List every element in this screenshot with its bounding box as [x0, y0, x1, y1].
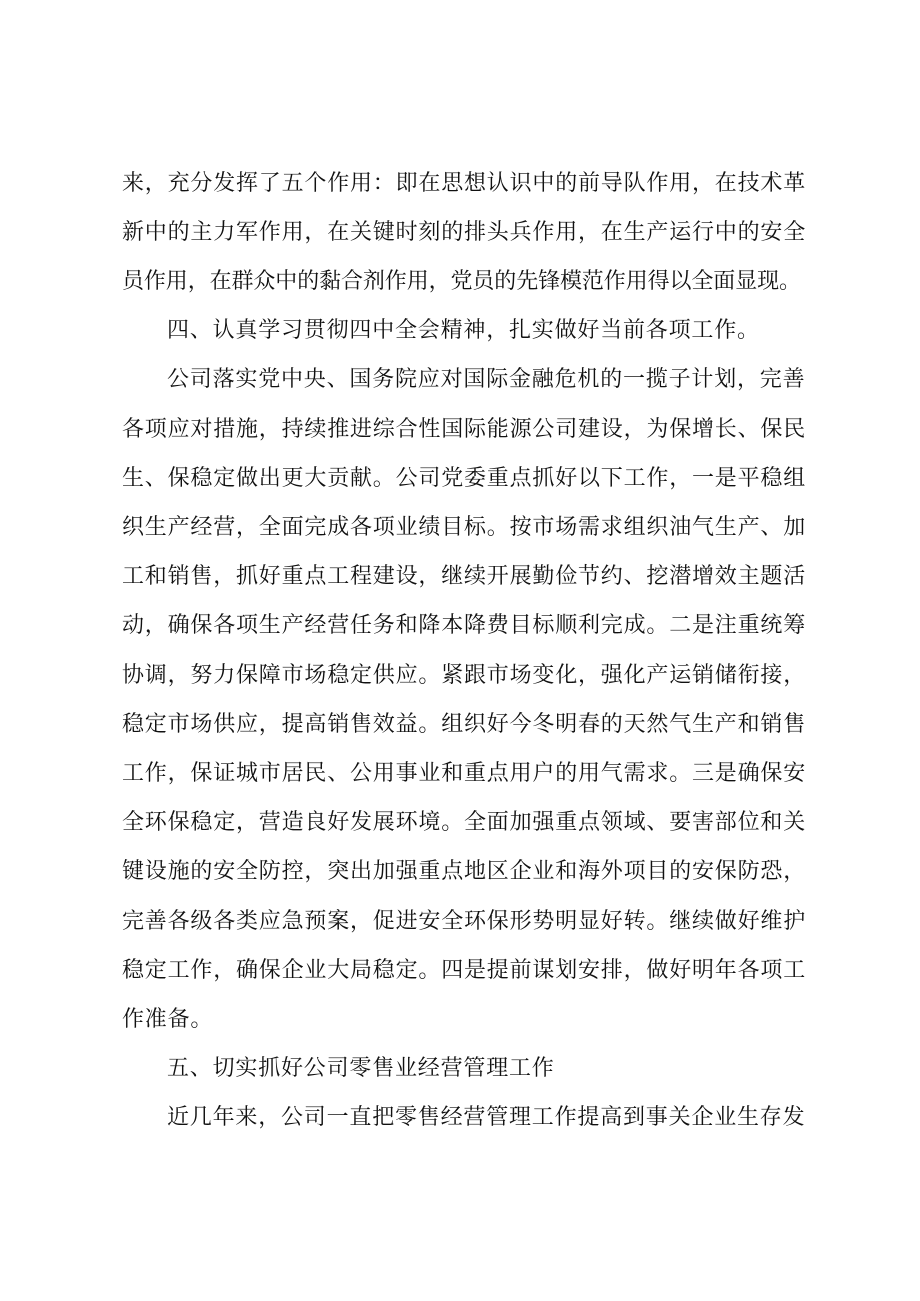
text-line-15	[0, 852, 920, 892]
text-line-13-content: 工作，保证城市居民、公用事业和重点用户的用气需求。三是确保安	[122, 761, 807, 786]
text-line-17-content: 稳定工作，确保企业大局稳定。四是提前谋划安排，做好明年各项工	[122, 958, 807, 983]
text-line-16	[0, 902, 920, 942]
text-line-2	[0, 213, 920, 253]
text-line-3	[0, 262, 920, 302]
text-line-7	[0, 459, 920, 499]
text-line-3-content: 员作用，在群众中的黏合剂作用，党员的先锋模范作用得以全面显现。	[122, 269, 801, 294]
text-line-14-content: 全环保稳定，营造良好发展环境。全面加强重点领域、要害部位和关	[122, 810, 807, 835]
text-line-15-content: 键设施的安全防控，突出加强重点地区企业和海外项目的安保防恐，	[122, 859, 807, 884]
text-line-12-content: 稳定市场供应，提高销售效益。组织好今冬明春的天然气生产和销售	[122, 712, 807, 737]
text-line-9-content: 工和销售，抓好重点工程建设，继续开展勤俭节约、挖潜增效主题活	[122, 564, 807, 589]
text-line-5	[0, 360, 920, 400]
text-line-17	[0, 951, 920, 991]
text-line-11	[0, 656, 920, 696]
text-line-8	[0, 508, 920, 548]
text-line-10	[0, 606, 920, 646]
text-line-13	[0, 754, 920, 794]
text-line-20-content: 近几年来，公司一直把零售经营管理工作提高到事关企业生存发	[167, 1105, 806, 1130]
text-line-8-content: 织生产经营，全面完成各项业绩目标。按市场需求组织油气生产、加	[122, 515, 807, 540]
section-heading-4	[0, 311, 920, 351]
text-line-18-content: 作准备。	[122, 1007, 214, 1032]
section-heading-5	[0, 1049, 920, 1089]
text-line-6	[0, 410, 920, 450]
text-line-1-content: 来，充分发挥了五个作用：即在思想认识中的前导队作用，在技术革	[122, 171, 807, 196]
text-line-14	[0, 803, 920, 843]
text-line-16-content: 完善各级各类应急预案，促进安全环保形势明显好转。继续做好维护	[122, 909, 807, 934]
text-line-20	[0, 1098, 920, 1138]
text-line-1	[0, 164, 920, 204]
text-line-9	[0, 557, 920, 597]
text-line-7-content: 生、保稳定做出更大贡献。公司党委重点抓好以下工作，一是平稳组	[122, 466, 807, 491]
section-heading-5-content: 五、切实抓好公司零售业经营管理工作	[167, 1056, 555, 1081]
text-line-2-content: 新中的主力军作用，在关键时刻的排头兵作用，在生产运行中的安全	[122, 220, 807, 245]
text-line-5-content: 公司落实党中央、国务院应对国际金融危机的一揽子计划，完善	[167, 367, 806, 392]
text-line-12	[0, 705, 920, 745]
text-line-18	[0, 1000, 920, 1040]
text-line-10-content: 动，确保各项生产经营任务和降本降费目标顺利完成。二是注重统筹	[122, 613, 807, 638]
section-heading-4-content: 四、认真学习贯彻四中全会精神，扎实做好当前各项工作。	[167, 318, 760, 343]
text-line-11-content: 协调，努力保障市场稳定供应。紧跟市场变化，强化产运销储衔接，	[122, 663, 807, 688]
text-line-6-content: 各项应对措施，持续推进综合性国际能源公司建设，为保增长、保民	[122, 417, 807, 442]
